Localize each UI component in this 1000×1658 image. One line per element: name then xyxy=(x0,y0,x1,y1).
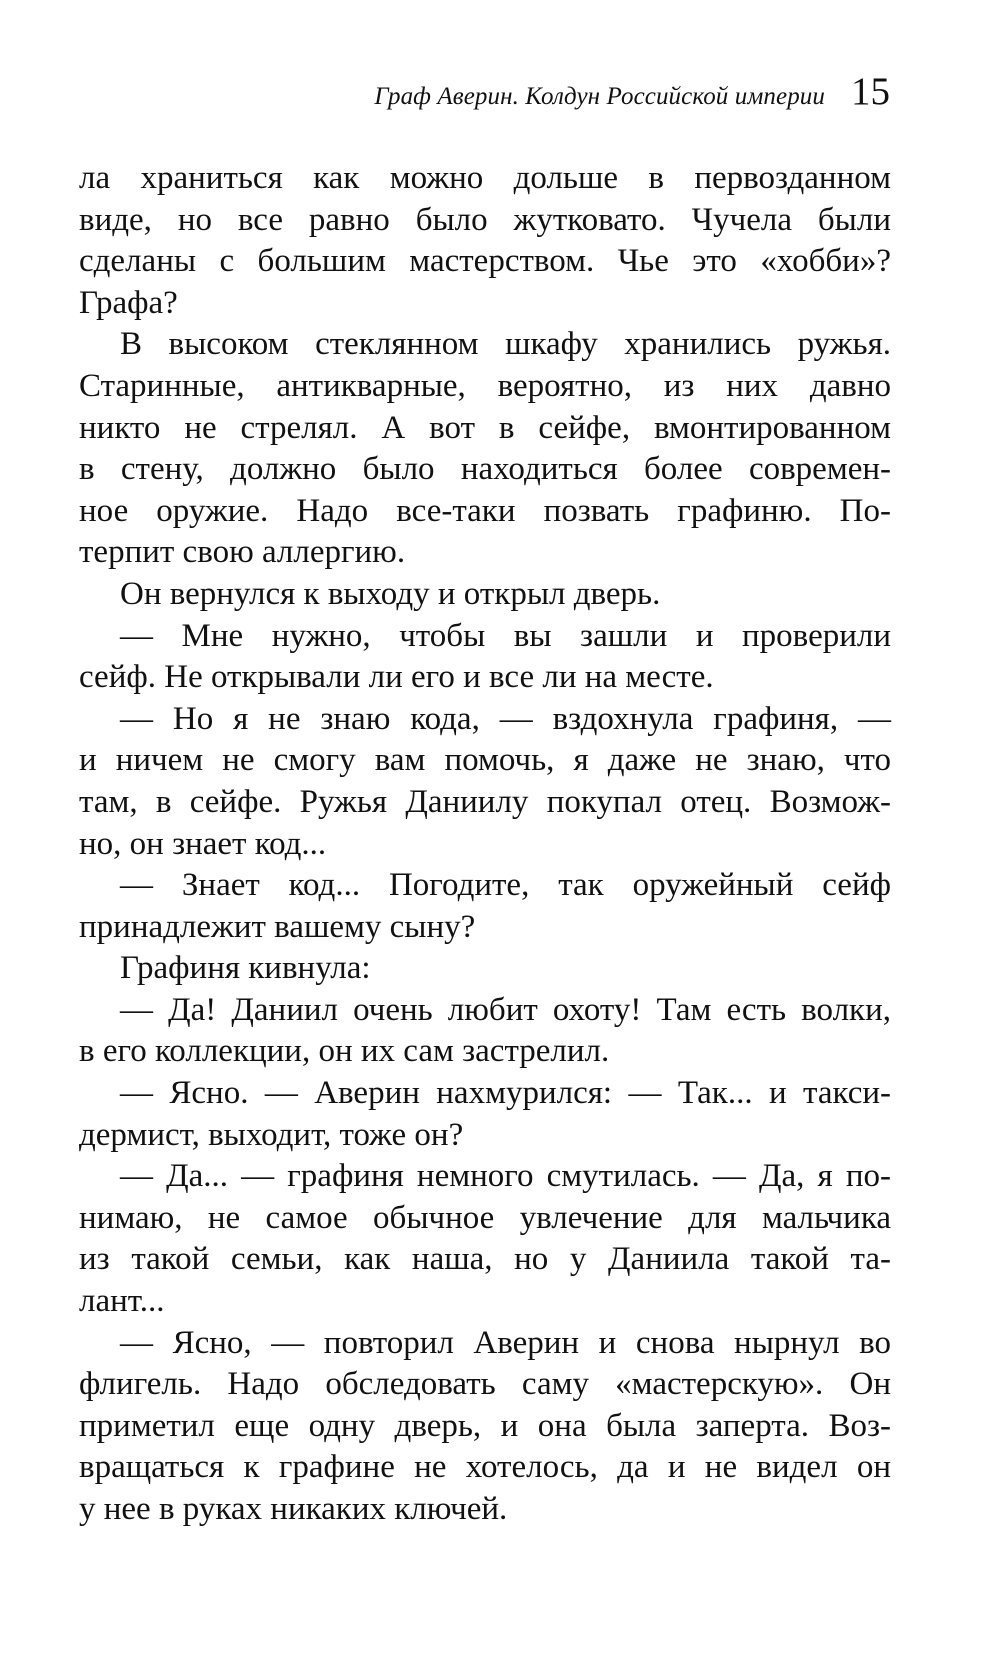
running-title: Граф Аверин. Колдун Российской империи xyxy=(374,83,825,110)
text-line: — Но я не знаю кода, — вздохнула графиня, — xyxy=(120,700,891,737)
text-line: там, в сейфе. Ружья Даниилу покупал отец. Возмож- xyxy=(79,783,891,820)
text-line: принадлежит вашему сыну? xyxy=(79,908,476,945)
text-line: Старинные, антикварные, вероятно, из них давно xyxy=(79,367,891,404)
text-line: сейф. Не открывали ли его и все ли на месте. xyxy=(79,659,714,696)
text-line: лант... xyxy=(79,1283,165,1320)
text-line: нимаю, не самое обычное увлечение для мальчика xyxy=(79,1199,891,1236)
text-line: виде, но все равно было жутковато. Чучела были xyxy=(79,201,891,238)
text-line: В высоком стеклянном шкафу хранились ружья. xyxy=(120,326,891,363)
text-line: и ничем не смогу вам помочь, я даже не знаю, что xyxy=(79,742,891,779)
text-line: никто не стрелял. А вот в сейфе, вмонтированном xyxy=(79,409,891,446)
text-line: флигель. Надо обследовать саму «мастерскую». Он xyxy=(79,1366,891,1403)
text-line: приметил еще одну дверь, и она была заперта. Воз- xyxy=(79,1407,891,1444)
text-line: — Ясно, — повторил Аверин и снова нырнул во xyxy=(120,1324,891,1361)
body-text xyxy=(79,158,891,1531)
text-line: — Да... — графиня немного смутилась. — Да, я по- xyxy=(120,1158,891,1195)
text-line: в стену, должно было находиться более современ- xyxy=(79,451,891,488)
text-line: из такой семьи, как наша, но у Даниила такой та- xyxy=(79,1241,891,1278)
text-line: но, он знает код... xyxy=(79,825,327,862)
text-line: Графиня кивнула: xyxy=(120,950,371,987)
text-line: — Да! Даниил очень любит охоту! Там есть волки, xyxy=(120,991,891,1028)
text-line: — Мне нужно, чтобы вы зашли и проверили xyxy=(120,617,891,654)
text-line: вращаться к графине не хотелось, да и не видел он xyxy=(79,1449,891,1486)
text-line: — Ясно. — Аверин нахмурился: — Так... и такси- xyxy=(120,1075,891,1112)
running-head xyxy=(374,72,890,111)
text-line: сделаны с большим мастерством. Чье это «хобби»? xyxy=(79,243,891,280)
text-line: дермист, выходит, тоже он? xyxy=(79,1116,464,1153)
text-line: у нее в руках никаких ключей. xyxy=(79,1491,508,1527)
text-line: ла храниться как можно дольше в первозданном xyxy=(79,160,891,196)
text-line: Графа? xyxy=(79,284,178,321)
page-number: 15 xyxy=(851,70,890,113)
text-line: терпит свою аллергию. xyxy=(79,534,406,571)
text-line: Он вернулся к выходу и открыл дверь. xyxy=(120,575,661,612)
text-line: ное оружие. Надо все-таки позвать графиню. По- xyxy=(79,492,891,529)
text-line: — Знает код... Погодите, так оружейный сейф xyxy=(120,867,891,904)
text-line: в его коллекции, он их сам застрелил. xyxy=(79,1033,610,1070)
